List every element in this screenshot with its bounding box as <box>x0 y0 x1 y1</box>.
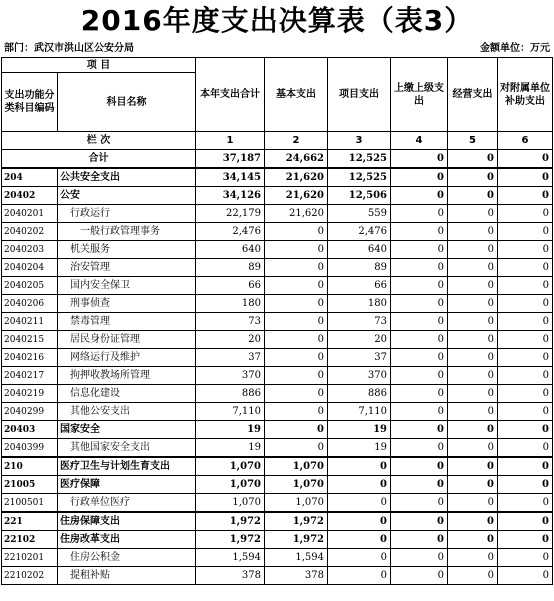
row-value: 0 <box>328 512 391 531</box>
row-name: 国内安全保卫 <box>58 277 196 295</box>
row-value: 0 <box>498 259 553 277</box>
row-value: 0 <box>448 313 498 331</box>
row-value: 0 <box>265 241 328 259</box>
row-value: 0 <box>391 494 448 513</box>
row-name: 网络运行及维护 <box>58 349 196 367</box>
row-value: 37 <box>328 349 391 367</box>
row-code: 2040217 <box>2 367 58 385</box>
table-row <box>2 367 553 385</box>
row-value: 1,972 <box>196 531 265 549</box>
row-value: 0 <box>448 531 498 549</box>
row-value: 12,506 <box>328 187 391 205</box>
row-value: 0 <box>498 241 553 259</box>
row-value: 0 <box>391 295 448 313</box>
row-value: 0 <box>448 512 498 531</box>
row-code: 20402 <box>2 187 58 205</box>
row-value: 0 <box>391 349 448 367</box>
row-code: 221 <box>2 512 58 531</box>
row-value: 0 <box>328 567 391 585</box>
row-value: 0 <box>448 367 498 385</box>
row-value: 1,070 <box>196 457 265 476</box>
row-value: 0 <box>328 476 391 494</box>
table-row <box>2 259 553 277</box>
row-code: 20403 <box>2 421 58 439</box>
row-name: 公共安全支出 <box>58 168 196 187</box>
row-value: 0 <box>265 385 328 403</box>
table-row <box>2 168 553 187</box>
row-name: 住房保障支出 <box>58 512 196 531</box>
row-value: 0 <box>265 295 328 313</box>
row-value: 640 <box>196 241 265 259</box>
row-value: 89 <box>328 259 391 277</box>
row-value: 0 <box>391 223 448 241</box>
header-annual-total: 本年支出合计 <box>196 58 265 132</box>
row-value: 0 <box>265 421 328 439</box>
row-value: 1,070 <box>196 494 265 513</box>
row-value: 0 <box>391 531 448 549</box>
row-value: 0 <box>498 494 553 513</box>
row-name: 机关服务 <box>58 241 196 259</box>
row-code: 2040204 <box>2 259 58 277</box>
department-label: 部门：武汉市洪山区公安分局 <box>4 43 134 54</box>
row-name: 行政运行 <box>58 205 196 223</box>
row-name: 拘押收教场所管理 <box>58 367 196 385</box>
row-code: 2040205 <box>2 277 58 295</box>
row-value: 180 <box>196 295 265 313</box>
row-value: 0 <box>448 295 498 313</box>
total-value: 24,662 <box>265 150 328 169</box>
row-value: 0 <box>498 512 553 531</box>
header-code: 支出功能分类科目编码 <box>2 73 58 132</box>
row-code: 2040216 <box>2 349 58 367</box>
row-value: 0 <box>498 531 553 549</box>
row-value: 0 <box>448 403 498 421</box>
table-row <box>2 349 553 367</box>
row-code: 2040201 <box>2 205 58 223</box>
row-value: 378 <box>265 567 328 585</box>
row-value: 37 <box>196 349 265 367</box>
row-value: 0 <box>448 457 498 476</box>
row-code: 22102 <box>2 531 58 549</box>
row-value: 0 <box>498 476 553 494</box>
table-row <box>2 385 553 403</box>
table-row <box>2 439 553 458</box>
row-value: 0 <box>448 168 498 187</box>
row-name: 医疗保障 <box>58 476 196 494</box>
row-value: 640 <box>328 241 391 259</box>
row-value: 370 <box>196 367 265 385</box>
row-value: 1,594 <box>265 549 328 567</box>
row-value: 0 <box>498 385 553 403</box>
row-value: 21,620 <box>265 187 328 205</box>
row-value: 22,179 <box>196 205 265 223</box>
table-row <box>2 567 553 585</box>
table-row <box>2 421 553 439</box>
row-code: 2210202 <box>2 567 58 585</box>
row-value: 1,972 <box>265 512 328 531</box>
row-value: 0 <box>391 367 448 385</box>
row-value: 21,620 <box>265 168 328 187</box>
row-value: 0 <box>498 277 553 295</box>
row-value: 0 <box>328 549 391 567</box>
row-name: 公安 <box>58 187 196 205</box>
table-row <box>2 549 553 567</box>
row-name: 刑事侦查 <box>58 295 196 313</box>
row-name: 治安管理 <box>58 259 196 277</box>
row-value: 1,070 <box>265 476 328 494</box>
row-value: 0 <box>448 567 498 585</box>
row-name: 居民身份证管理 <box>58 331 196 349</box>
row-value: 0 <box>448 205 498 223</box>
row-name: 一般行政管理事务 <box>58 223 196 241</box>
total-row <box>2 150 553 169</box>
column-number: 4 <box>391 132 448 150</box>
row-value: 0 <box>498 187 553 205</box>
header-upper: 上缴上级支出 <box>391 58 448 132</box>
row-value: 378 <box>196 567 265 585</box>
row-value: 0 <box>391 549 448 567</box>
table-header <box>2 58 553 150</box>
table-row <box>2 205 553 223</box>
row-name: 信息化建设 <box>58 385 196 403</box>
row-value: 0 <box>448 349 498 367</box>
row-value: 0 <box>391 512 448 531</box>
table-row <box>2 331 553 349</box>
row-value: 0 <box>265 439 328 458</box>
row-value: 1,972 <box>196 512 265 531</box>
row-value: 19 <box>328 421 391 439</box>
row-value: 89 <box>196 259 265 277</box>
row-value: 180 <box>328 295 391 313</box>
header-name: 科目名称 <box>58 73 196 132</box>
column-number: 6 <box>498 132 553 150</box>
row-value: 34,145 <box>196 168 265 187</box>
row-name: 医疗卫生与计划生育支出 <box>58 457 196 476</box>
row-value: 0 <box>265 313 328 331</box>
row-value: 0 <box>448 385 498 403</box>
table-row <box>2 476 553 494</box>
header-column-number-label: 栏 次 <box>2 132 196 150</box>
row-value: 0 <box>391 168 448 187</box>
row-value: 0 <box>265 331 328 349</box>
total-value: 0 <box>498 150 553 169</box>
expenditure-table <box>1 57 553 585</box>
row-name: 其他国家安全支出 <box>58 439 196 458</box>
row-value: 66 <box>328 277 391 295</box>
row-code: 2040202 <box>2 223 58 241</box>
total-value: 0 <box>391 150 448 169</box>
row-value: 0 <box>498 567 553 585</box>
column-number: 1 <box>196 132 265 150</box>
row-value: 0 <box>498 349 553 367</box>
row-value: 73 <box>328 313 391 331</box>
row-value: 0 <box>265 367 328 385</box>
page-title: 2016年度支出决算表（表3） <box>80 4 474 37</box>
row-value: 0 <box>391 385 448 403</box>
row-value: 0 <box>448 187 498 205</box>
row-value: 0 <box>498 205 553 223</box>
row-value: 7,110 <box>196 403 265 421</box>
row-name: 行政单位医疗 <box>58 494 196 513</box>
row-code: 2040215 <box>2 331 58 349</box>
row-code: 2040299 <box>2 403 58 421</box>
table-row <box>2 403 553 421</box>
row-value: 0 <box>448 549 498 567</box>
row-name: 其他公安支出 <box>58 403 196 421</box>
table-row <box>2 277 553 295</box>
row-code: 21005 <box>2 476 58 494</box>
row-value: 0 <box>498 457 553 476</box>
row-code: 2100501 <box>2 494 58 513</box>
row-value: 0 <box>448 259 498 277</box>
row-value: 0 <box>391 187 448 205</box>
table-row <box>2 241 553 259</box>
row-value: 1,070 <box>265 457 328 476</box>
row-value: 19 <box>328 439 391 458</box>
row-value: 0 <box>448 439 498 458</box>
row-value: 0 <box>498 367 553 385</box>
row-value: 19 <box>196 421 265 439</box>
column-number: 2 <box>265 132 328 150</box>
row-value: 73 <box>196 313 265 331</box>
row-value: 1,594 <box>196 549 265 567</box>
row-value: 0 <box>448 241 498 259</box>
row-value: 20 <box>196 331 265 349</box>
row-value: 0 <box>498 549 553 567</box>
row-code: 204 <box>2 168 58 187</box>
row-name: 住房公积金 <box>58 549 196 567</box>
row-value: 0 <box>391 439 448 458</box>
row-value: 7,110 <box>328 403 391 421</box>
row-value: 1,972 <box>265 531 328 549</box>
row-value: 12,525 <box>328 168 391 187</box>
header-item: 项 目 <box>2 58 196 73</box>
row-value: 34,126 <box>196 187 265 205</box>
table-row <box>2 223 553 241</box>
header-basic: 基本支出 <box>265 58 328 132</box>
row-code: 2040203 <box>2 241 58 259</box>
row-value: 0 <box>448 421 498 439</box>
row-value: 0 <box>328 457 391 476</box>
unit-label: 金额单位：万元 <box>480 43 550 54</box>
row-value: 886 <box>328 385 391 403</box>
row-value: 0 <box>498 403 553 421</box>
row-value: 0 <box>498 331 553 349</box>
row-value: 0 <box>498 223 553 241</box>
row-value: 0 <box>265 403 328 421</box>
row-value: 886 <box>196 385 265 403</box>
row-value: 0 <box>498 168 553 187</box>
column-number: 5 <box>448 132 498 150</box>
column-number: 3 <box>328 132 391 150</box>
row-value: 0 <box>448 223 498 241</box>
table-row <box>2 494 553 513</box>
row-value: 0 <box>391 205 448 223</box>
row-value: 0 <box>391 476 448 494</box>
row-name: 提租补贴 <box>58 567 196 585</box>
row-value: 1,070 <box>265 494 328 513</box>
row-value: 20 <box>328 331 391 349</box>
row-value: 0 <box>448 331 498 349</box>
row-value: 0 <box>265 349 328 367</box>
row-value: 0 <box>448 277 498 295</box>
row-value: 1,070 <box>196 476 265 494</box>
row-value: 0 <box>265 259 328 277</box>
row-value: 21,620 <box>265 205 328 223</box>
total-value: 0 <box>448 150 498 169</box>
table-row <box>2 531 553 549</box>
row-code: 2040206 <box>2 295 58 313</box>
row-value: 66 <box>196 277 265 295</box>
row-code: 2040219 <box>2 385 58 403</box>
row-code: 2210201 <box>2 549 58 567</box>
table-row <box>2 512 553 531</box>
row-value: 0 <box>498 295 553 313</box>
row-value: 0 <box>448 494 498 513</box>
row-name: 住房改革支出 <box>58 531 196 549</box>
row-value: 0 <box>391 567 448 585</box>
table-row <box>2 295 553 313</box>
total-label: 合计 <box>2 150 196 169</box>
row-value: 2,476 <box>328 223 391 241</box>
total-value: 37,187 <box>196 150 265 169</box>
row-value: 0 <box>448 476 498 494</box>
row-value: 559 <box>328 205 391 223</box>
row-value: 0 <box>391 241 448 259</box>
row-value: 0 <box>391 403 448 421</box>
row-value: 0 <box>498 313 553 331</box>
row-value: 19 <box>196 439 265 458</box>
row-name: 禁毒管理 <box>58 313 196 331</box>
row-code: 2040399 <box>2 439 58 458</box>
header-business: 经营支出 <box>448 58 498 132</box>
row-value: 0 <box>391 457 448 476</box>
row-code: 210 <box>2 457 58 476</box>
row-value: 0 <box>391 277 448 295</box>
header-project: 项目支出 <box>328 58 391 132</box>
row-value: 0 <box>328 531 391 549</box>
row-value: 0 <box>328 494 391 513</box>
table-row <box>2 313 553 331</box>
row-value: 370 <box>328 367 391 385</box>
row-name: 国家安全 <box>58 421 196 439</box>
header-subsidy: 对附属单位补助支出 <box>498 58 553 132</box>
row-value: 0 <box>391 313 448 331</box>
row-value: 2,476 <box>196 223 265 241</box>
row-value: 0 <box>265 277 328 295</box>
row-value: 0 <box>391 259 448 277</box>
table-row <box>2 457 553 476</box>
row-value: 0 <box>391 331 448 349</box>
table-row <box>2 187 553 205</box>
table-body <box>2 150 553 585</box>
row-code: 2040211 <box>2 313 58 331</box>
total-value: 12,525 <box>328 150 391 169</box>
row-value: 0 <box>498 439 553 458</box>
row-value: 0 <box>498 421 553 439</box>
row-value: 0 <box>265 223 328 241</box>
row-value: 0 <box>391 421 448 439</box>
